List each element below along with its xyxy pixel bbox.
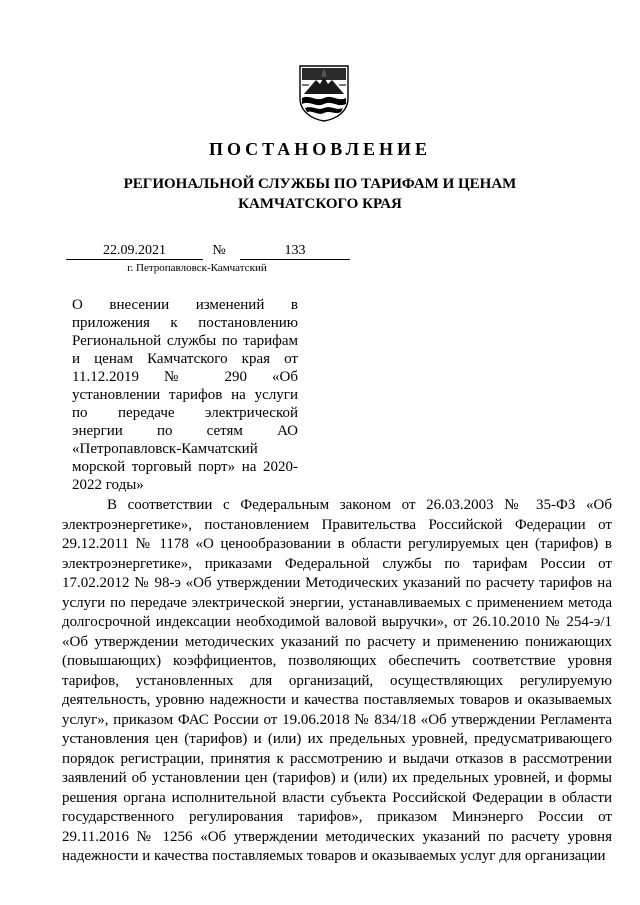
body-paragraph: В соответствии с Федеральным законом от 26.03.2003 № 35-ФЗ «Об электроэнергетике», постановлением Правительства Российской Федерации от 29.12.2011 № 1178 «О ценообразовании в области регулируемых цен (тарифов) в электроэнергетике», приказами Федеральной службы по тарифам России от 17.02.2012 № 98-э «Об утверждении Методических указаний по расчету тарифов на услуги по передаче электрической энергии, устанавливаемых с применением метода долгосрочной индексации необходимой валовой выручки», от 26.10.2010 № 254-э/1 «Об утверждении методических указаний по расчету и применению понижающих (повышающих) коэффициентов, позволяющих обеспечить соответствие уровня тарифов, установленных для организаций, осуществляющих регулируемую деятельность, уровню надежности и качества поставляемых товаров и оказываемых услуг», приказом ФАС России от 19.06.2018 № 834/18 «Об утверждении Регламента установления цен (тарифов) и (или) их предельных уровней, предусматривающего порядок регистрации, принятия к рассмотрению и выдачи отказов в рассмотрении заявлений об установлении цен (тарифов) и (или) их предельных уровней, и формы решения органа исполнительной власти субъекта Российской Федерации в области государственного регулирования тарифов», приказом Минэнерго России от 29.11.2016 № 1256 «Об утверждении методических указаний по расчету уровня надежности и качества поставляемых товаров и оказываемых услуг для организации bbox=[62, 497, 612, 864]
document-subject: О внесении изменений в приложения к постановлению Региональной службы по тарифам и ценам Камчатского края от 11.12.2019 № 290 «Об установлении тарифов на услуги по передаче электрической энергии по сетям АО «Петропавловск-Камчатский морской торговый порт» на 2020-2022 годы» bbox=[72, 297, 298, 493]
issue-city: г. Петропавловск-Камчатский bbox=[127, 262, 267, 274]
document-number: 133 bbox=[240, 243, 350, 260]
number-sign: № bbox=[212, 243, 226, 258]
kamchatka-coat-of-arms-icon bbox=[296, 64, 352, 122]
document-type-title: ПОСТАНОВЛЕНИЕ bbox=[208, 139, 432, 159]
issuer-line-1: РЕГИОНАЛЬНОЙ СЛУЖБЫ ПО ТАРИФАМ И ЦЕНАМ bbox=[123, 176, 517, 192]
issuer-title bbox=[80, 174, 560, 214]
issuer-line-2: КАМЧАТСКОГО КРАЯ bbox=[238, 196, 402, 212]
document-date: 22.09.2021 bbox=[66, 243, 203, 260]
